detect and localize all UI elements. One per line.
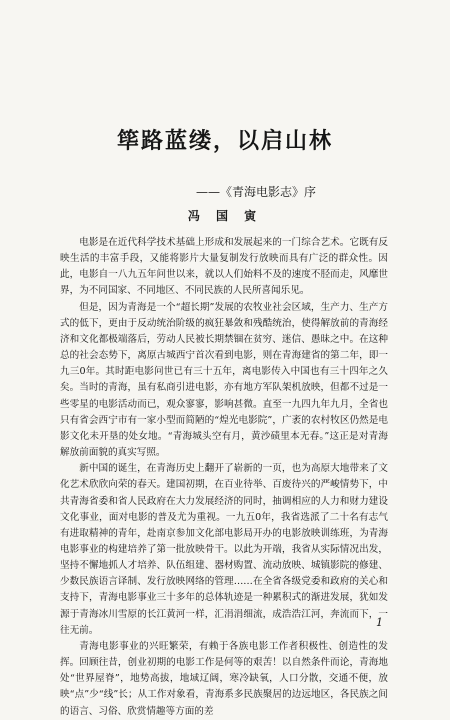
paragraph: 青海电影事业的兴旺繁荣，有赖于各族电影工作者积极性、创造性的发挥。回顾往昔，创业初期的电影工作是何等的艰苦！以自然条件而论，青海地处“世界屋脊”，地势高拔，地域辽阔，寒冷缺氧，人口分散，交通不便，放映“点”少“线”长；从工作对象看，青海系多民族聚居的边远地区，各民族之间的语言、习俗、欣赏情趣等方面的差 bbox=[60, 640, 388, 717]
paragraph: 但是，因为青海是一个“超长期”发展的农牧业社会区域，生产力、生产方式的低下，更由于反动统治阶级的疯狂暴敛和残酷统治，使得解放前的青海经济和文化都极端落后，劳动人民被长期禁锢在贫穷、迷信、愚昧之中。在这种总的社会态势下，离原古城西宁首次看到电影，则在青海建省的第二年，即一九三0年。其时距电影问世已有三十五年，离电影传入中国也有三十四年之久矣。当时的青海，虽有私商引进电影，亦有地方军队架机放映，但都不过是一些零星的电影活动而已，观众寥寥，影响甚微。直至一九四九年九月，全省也只有省会西宁市有一家小型而简陋的“煌光电影院”，广袤的农村牧区仍然是电影文化未开垦的处女地。“青海城头空有月，黄沙碛里本无春。”这正是对青海解放前面貌的真实写照。 bbox=[60, 301, 388, 459]
document-subtitle: ——《青海电影志》序 bbox=[196, 185, 317, 199]
document-title: 筚路蓝缕，以启山林 bbox=[116, 129, 333, 154]
author-name: 冯 国 寅 bbox=[187, 209, 263, 223]
paragraph: 新中国的诞生，在青海历史上翻开了崭新的一页，也为高原大地带来了文化艺术欣欣向荣的春天。建国初期，在百业待举、百废待兴的严峻情势下，中共青海省委和省人民政府在大力发展经济的同时，抽调相应的人力和财力建设文化事业，面对电影的普及尤为重视。一九五0年，我省选派了二十名有志气有进取精神的青年，赴南京参加文化部电影局开办的电影放映训练班，为青海电影事业的构建培养了第一批放映骨干。以此为开端，我省从实际情况出发，坚持不懈地抓人才培养、队伍组建、器材购置、流动放映、城镇影院的修建、少数民族语言译制、发行放映网络的管理……在全省各级党委和政府的关心和支持下，青海电影事业三十多年的总体轨迹是一种累积式的渐进发展，犹如发源于青海冰川雪原的长江黄河一样，汇涓涓细流，成浩浩江河，奔流而下，一往无前。 bbox=[60, 463, 388, 636]
paragraph: 电影是在近代科学技术基础上形成和发展起来的一门综合艺术。它既有反映生活的丰富手段，又能将影片大量复制发行放映而具有广泛的群众性。因此，电影自一八九五年问世以来，就以人们始料不及的速度不胫而走，风靡世界，为不同国家、不同地区、不同民族的人民所喜闻乐见。 bbox=[60, 237, 388, 297]
page-number: 1 bbox=[376, 616, 383, 629]
body-text bbox=[60, 235, 388, 720]
